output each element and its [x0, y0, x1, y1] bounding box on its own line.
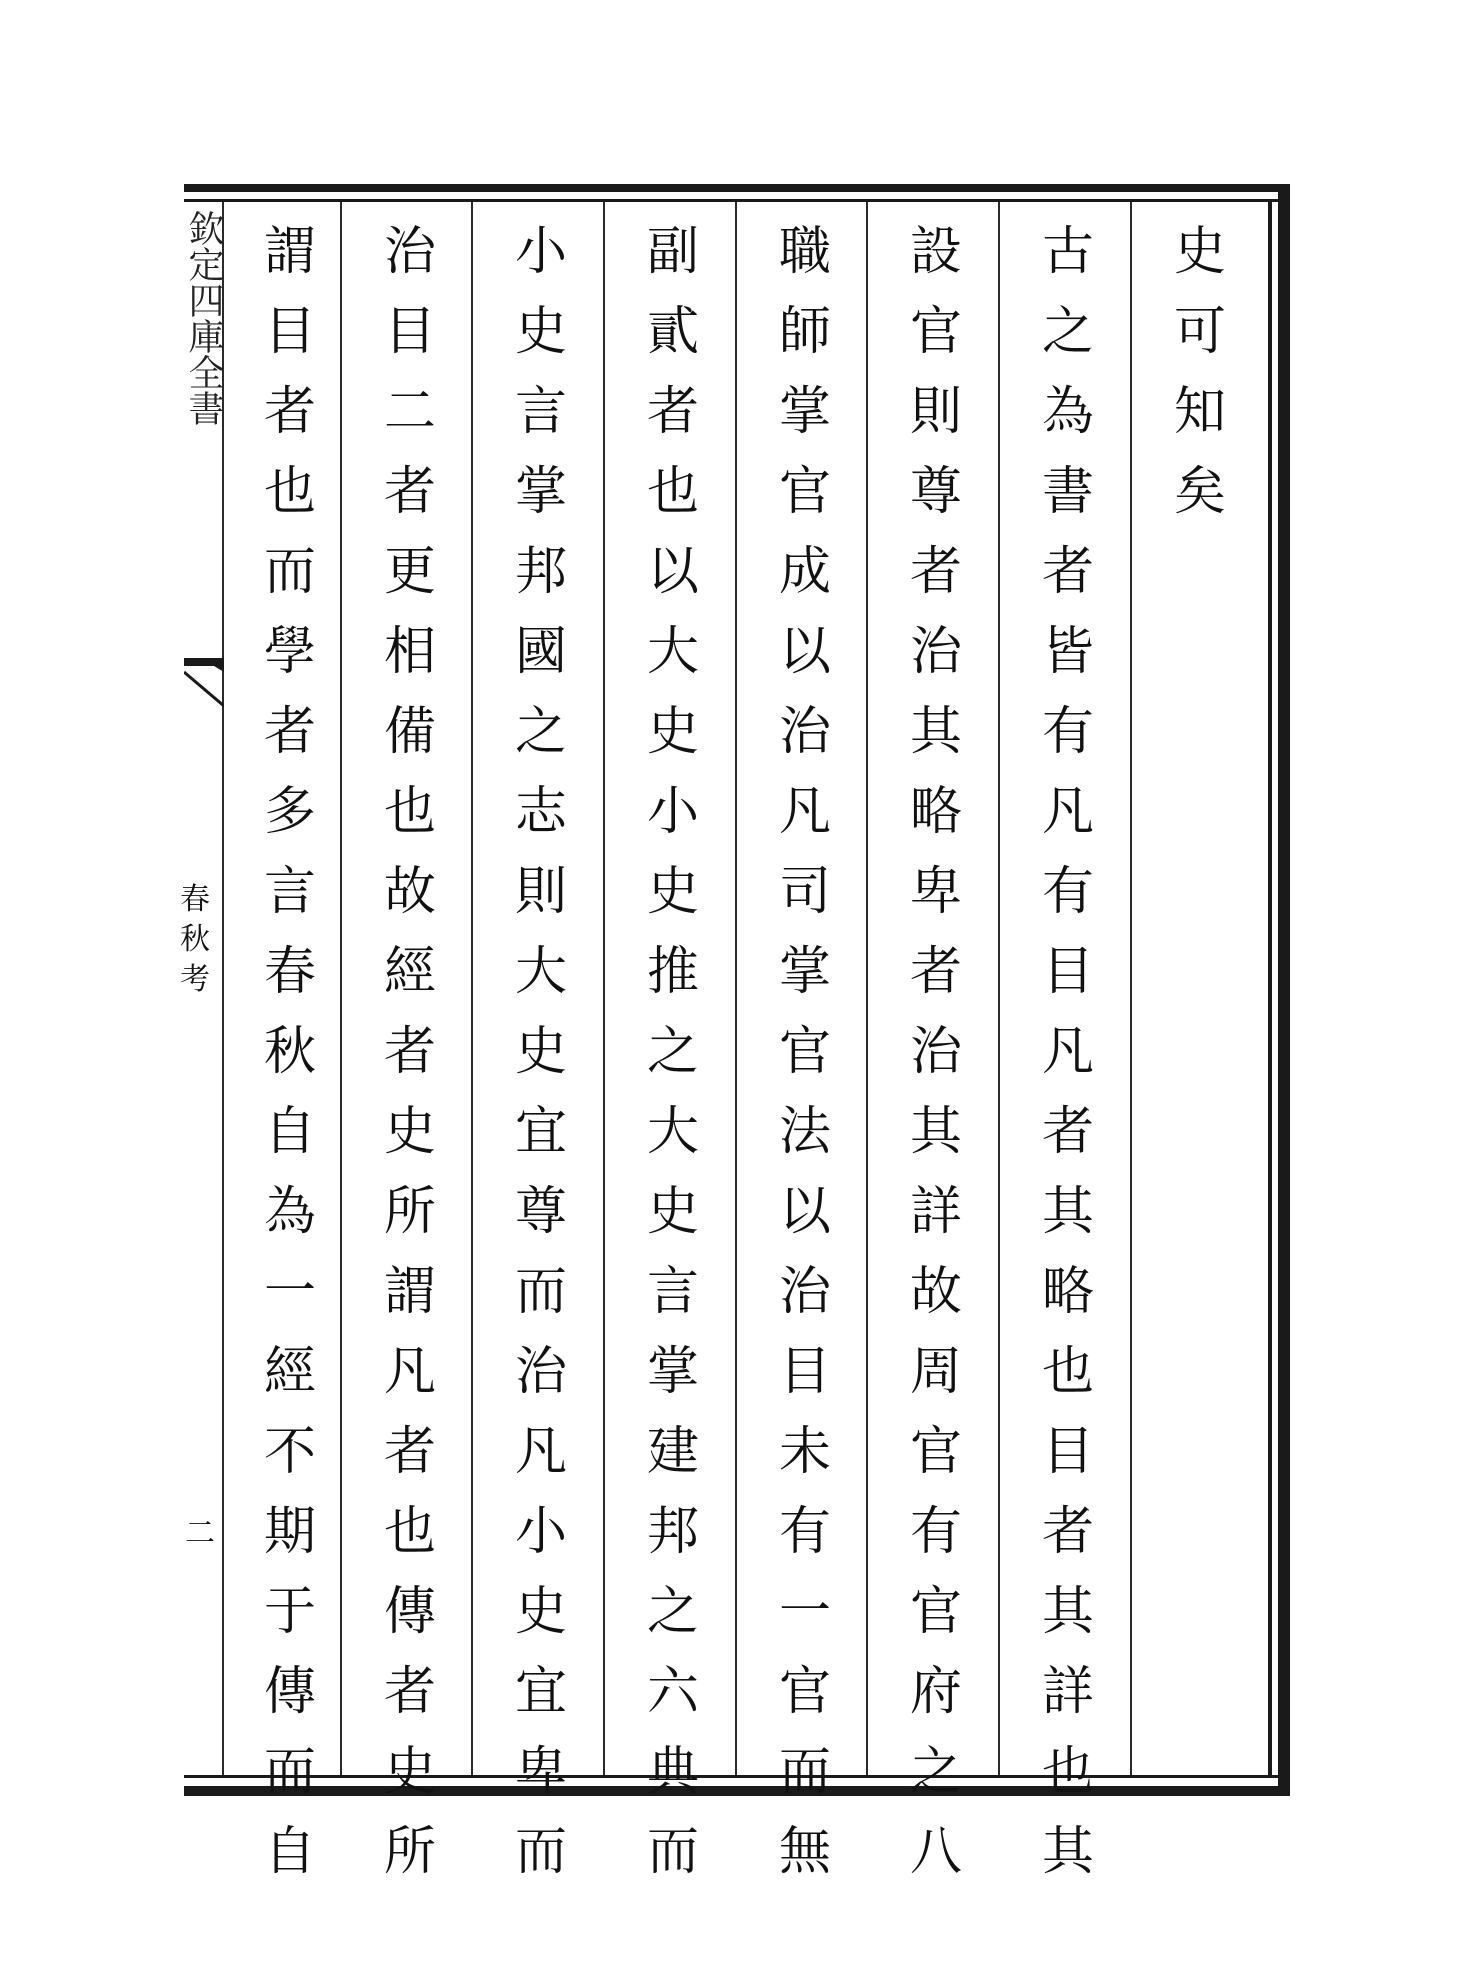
text-column [1136, 212, 1264, 1772]
text-character: 者 [383, 1662, 436, 1722]
text-character: 多 [263, 782, 316, 842]
text-character: 史 [383, 1102, 436, 1162]
text-character: 有 [1041, 702, 1094, 762]
text-character: 之 [514, 702, 567, 762]
text-character: 故 [383, 862, 436, 922]
text-character: 掌 [514, 462, 567, 522]
text-character: 也 [1041, 1342, 1094, 1402]
text-character: 以 [778, 1182, 831, 1242]
text-character: 言 [646, 1262, 699, 1322]
text-character: 大 [514, 942, 567, 1002]
text-character: 治 [909, 622, 962, 682]
page-number: 二 [185, 1516, 215, 1551]
text-character: 凡 [1041, 1022, 1094, 1082]
text-character: 推 [646, 942, 699, 1002]
text-character: 者 [383, 462, 436, 522]
text-character: 邦 [646, 1502, 699, 1562]
text-character: 謂 [383, 1262, 436, 1322]
text-character: 更 [383, 542, 436, 602]
text-character: 史 [646, 1182, 699, 1242]
inner-border-bottom [184, 1775, 1278, 1778]
text-character: 掌 [646, 1342, 699, 1402]
text-character: 皆 [1041, 622, 1094, 682]
text-character: 其 [1041, 1582, 1094, 1642]
text-character: 史 [646, 862, 699, 922]
text-character: 官 [909, 1422, 962, 1482]
text-character: 未 [778, 1422, 831, 1482]
text-column [226, 212, 354, 1882]
text-character: 者 [383, 1422, 436, 1482]
text-character: 官 [778, 462, 831, 522]
text-character: 者 [646, 382, 699, 442]
text-character: 成 [778, 542, 831, 602]
text-character: 目 [1041, 942, 1094, 1002]
text-character: 之 [1041, 302, 1094, 362]
text-character: 官 [778, 1022, 831, 1082]
inner-border-right [1268, 199, 1272, 1778]
text-character: 其 [909, 702, 962, 762]
text-character: 者 [1041, 1502, 1094, 1562]
text-character: 宜 [514, 1102, 567, 1162]
text-character: 目 [383, 302, 436, 362]
text-character: 治 [383, 222, 436, 282]
margin-book-title: 欽定四庫全書 [183, 210, 224, 426]
text-character: 而 [514, 1262, 567, 1322]
text-character: 略 [1041, 1262, 1094, 1322]
text-character: 史 [646, 702, 699, 762]
section-title-character: 考 [180, 962, 210, 997]
text-character: 二 [383, 382, 436, 442]
text-character: 其 [1041, 1182, 1094, 1242]
text-character: 古 [1041, 222, 1094, 282]
text-character: 大 [646, 1102, 699, 1162]
text-character: 無 [778, 1822, 831, 1882]
text-character: 史 [514, 302, 567, 362]
text-character: 也 [263, 462, 316, 522]
text-character: 之 [646, 1022, 699, 1082]
text-character: 治 [514, 1342, 567, 1402]
text-character: 建 [646, 1422, 699, 1482]
text-character: 書 [1041, 462, 1094, 522]
text-character: 為 [263, 1182, 316, 1242]
text-character: 八 [909, 1822, 962, 1882]
text-character: 小 [514, 222, 567, 282]
text-character: 也 [1041, 1742, 1094, 1802]
text-character: 傳 [383, 1582, 436, 1642]
text-character: 設 [909, 222, 962, 282]
text-character: 于 [263, 1582, 316, 1642]
text-character: 職 [778, 222, 831, 282]
text-character: 尊 [514, 1182, 567, 1242]
text-character: 邦 [514, 542, 567, 602]
text-character: 學 [263, 622, 316, 682]
text-character: 所 [383, 1822, 436, 1882]
text-character: 小 [514, 1502, 567, 1562]
text-character: 府 [909, 1662, 962, 1722]
text-character: 史 [383, 1742, 436, 1802]
text-column [609, 212, 737, 1882]
text-character: 凡 [1041, 782, 1094, 842]
text-character: 以 [646, 542, 699, 602]
text-character: 而 [778, 1742, 831, 1802]
text-character: 詳 [1041, 1662, 1094, 1722]
text-character: 其 [909, 1102, 962, 1162]
text-character: 目 [1041, 1422, 1094, 1482]
text-character: 傳 [263, 1662, 316, 1722]
text-character: 周 [909, 1342, 962, 1402]
text-character: 國 [514, 622, 567, 682]
inner-border-top [184, 199, 1278, 202]
text-character: 卑 [514, 1742, 567, 1802]
text-character: 掌 [778, 942, 831, 1002]
text-character: 副 [646, 222, 699, 282]
text-character: 之 [909, 1742, 962, 1802]
text-character: 司 [778, 862, 831, 922]
text-character: 者 [909, 942, 962, 1002]
section-title-character: 秋 [180, 922, 210, 957]
text-character: 也 [383, 782, 436, 842]
text-character: 經 [263, 1342, 316, 1402]
text-character: 一 [263, 1262, 316, 1322]
fishtail-mark [184, 658, 224, 720]
text-character: 志 [514, 782, 567, 842]
text-character: 可 [1173, 302, 1226, 362]
text-character: 者 [383, 1022, 436, 1082]
text-character: 者 [909, 542, 962, 602]
text-character: 凡 [778, 782, 831, 842]
text-character: 一 [778, 1582, 831, 1642]
section-title-character: 春 [180, 882, 210, 917]
text-character: 有 [1041, 862, 1094, 922]
text-character: 而 [263, 542, 316, 602]
text-column [346, 212, 474, 1882]
text-character: 凡 [383, 1342, 436, 1402]
text-character: 官 [909, 1582, 962, 1642]
text-character: 凡 [514, 1422, 567, 1482]
text-character: 史 [514, 1022, 567, 1082]
text-character: 春 [263, 942, 316, 1002]
text-character: 也 [383, 1502, 436, 1562]
text-character: 以 [778, 622, 831, 682]
text-character: 宜 [514, 1662, 567, 1722]
text-character: 貳 [646, 302, 699, 362]
text-character: 則 [514, 862, 567, 922]
text-character: 法 [778, 1102, 831, 1162]
text-character: 者 [1041, 1102, 1094, 1162]
text-character: 言 [514, 382, 567, 442]
text-character: 有 [909, 1502, 962, 1562]
text-character: 治 [909, 1022, 962, 1082]
text-character: 典 [646, 1742, 699, 1802]
text-character: 故 [909, 1262, 962, 1322]
text-character: 知 [1173, 382, 1226, 442]
text-character: 而 [646, 1822, 699, 1882]
text-character: 目 [778, 1342, 831, 1402]
text-character: 自 [263, 1102, 316, 1162]
text-character: 小 [646, 782, 699, 842]
margin-section-title [175, 880, 215, 1000]
text-column [872, 212, 1000, 1882]
text-character: 治 [778, 702, 831, 762]
text-character: 之 [646, 1582, 699, 1642]
text-column [1004, 212, 1132, 1882]
text-character: 則 [909, 382, 962, 442]
text-character: 史 [514, 1582, 567, 1642]
text-character: 經 [383, 942, 436, 1002]
text-character: 者 [1041, 542, 1094, 602]
text-character: 目 [263, 302, 316, 362]
text-character: 謂 [263, 222, 316, 282]
text-character: 官 [909, 302, 962, 362]
text-character: 詳 [909, 1182, 962, 1242]
text-column [741, 212, 869, 1882]
text-character: 其 [1041, 1822, 1094, 1882]
text-character: 師 [778, 302, 831, 362]
text-character: 略 [909, 782, 962, 842]
text-character: 所 [383, 1182, 436, 1242]
text-character: 而 [263, 1742, 316, 1802]
text-character: 掌 [778, 382, 831, 442]
text-character: 者 [263, 382, 316, 442]
text-character: 自 [263, 1822, 316, 1882]
text-character: 史 [1173, 222, 1226, 282]
text-character: 備 [383, 702, 436, 762]
text-character: 卑 [909, 862, 962, 922]
text-character: 治 [778, 1262, 831, 1322]
text-character: 為 [1041, 382, 1094, 442]
text-character: 官 [778, 1662, 831, 1722]
text-column [477, 212, 605, 1882]
text-character: 尊 [909, 462, 962, 522]
text-character: 有 [778, 1502, 831, 1562]
text-character: 期 [263, 1502, 316, 1562]
text-character: 相 [383, 622, 436, 682]
text-character: 也 [646, 462, 699, 522]
text-character: 大 [646, 622, 699, 682]
text-character: 言 [263, 862, 316, 922]
text-character: 不 [263, 1422, 316, 1482]
text-character: 而 [514, 1822, 567, 1882]
text-character: 矣 [1173, 462, 1226, 522]
text-character: 者 [263, 702, 316, 762]
text-character: 秋 [263, 1022, 316, 1082]
text-character: 六 [646, 1662, 699, 1722]
